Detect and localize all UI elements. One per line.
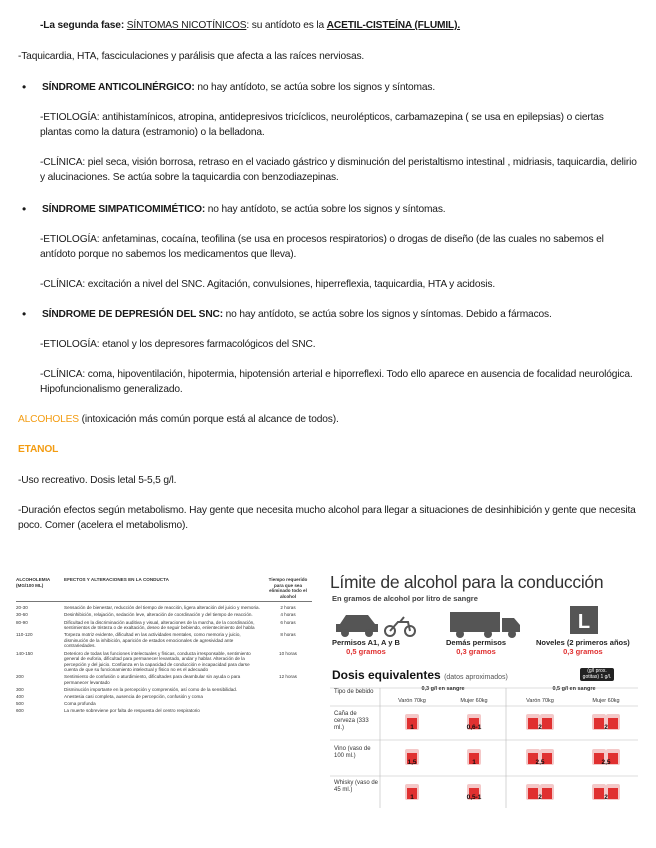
table-row [16,612,312,618]
table-row [16,687,312,693]
col-label: Mujer 60kg [460,698,488,704]
infographic-subtitle: En gramos de alcohol por litro de sangre [332,594,478,603]
simpaticomimetico-text: no hay antídoto, se actúa sobre los signos y síntomas. [205,204,446,215]
table-header [16,577,312,602]
badge: (g/l prox. gotitas) 1 g/l. [580,668,614,681]
bullet-icon: • [22,202,27,216]
drink-label: Caña de cerveza (333 ml.) [334,711,369,731]
table-row [16,651,312,673]
simpaticomimetico-title: SÍNDROME SIMPATICOMIMÉTICO: [42,204,206,215]
alcoholes-line [18,413,638,428]
depresion-heading [42,308,638,323]
category-label: Demás permisos [446,638,507,647]
dose-value: 2 [538,724,542,731]
dosis-title-text: Dosis equivalentes [332,668,441,682]
table-cell: 30-60 [16,612,28,618]
etanol-uso: -Uso recreativo. Dosis letal 5-5,5 g/l. [18,475,177,486]
bullet-icon: • [22,307,27,321]
simpaticomimetico-clinica: -CLÍNICA: excitación a nivel del SNC. Agitación, convulsiones, hiperreflexia, taquicardia, HTA y acidosis. [40,279,496,290]
table-cell: 500 [16,701,24,707]
dose-value: 2,5 [535,759,545,766]
alcohol-limit-infographic [328,572,640,810]
category-amount: 0,3 gramos [563,647,603,656]
table-cell [264,701,312,707]
glasses-group [405,714,620,800]
phase2-mid: : su antídoto es la [246,20,327,31]
table-body [16,605,312,714]
table-row [16,708,312,714]
novice-plate-icon [570,606,598,634]
table-cell: Torpeza motriz evidente, dificultad en las actividades mentales, como memoria y juicio, disminución de la inhibición, aparición de estados emocionales de agresividad ante contrariedades. [64,632,241,649]
table-cell: 140-150 [16,650,33,656]
table-cell: Deterioro de todas las funciones intelectuales y físicas, conducta irresponsable, sentimiento general de euforia, dificultad para permanecer levantado, andar y hablar. Alteración de la percepción y del juicio. Confianza en la capacidad de conducción e incapacidad para darse cuenta de que su funcionamiento intelectual y físico no es el adecuado [64,650,251,673]
table-cell: 12 horas [279,674,297,680]
dosis-title [332,668,508,682]
depresion-text: no hay antídoto, se actúa sobre los signos y síntomas. Debido a fármacos. [222,309,552,320]
table-cell: 10 horas [279,650,297,656]
table-row [16,605,312,611]
table-cell: La muerte sobreviene por falta de respuesta del centro respiratorio [64,708,200,714]
dose-value: 1 [410,724,414,731]
dose-value: 1,5 [407,759,417,766]
table-cell: Sentimiento de confusión o aturdimiento, dificultades para deambular sin ayuda o para permanecer levantado [64,674,241,685]
alcoholemia-table [16,577,312,715]
col-label: Mujer 60kg [592,698,620,704]
dose-value: 0,5-1 [466,794,482,801]
table-header-cell: Tiempo requerido para que sea eliminado todo el alcohol [268,577,308,599]
table-header-cell: ALCOHOLEMIA (MG/100 ML) [16,577,51,588]
drink-label: Vino (vaso de 100 ml.) [334,746,371,759]
table-cell: Sensación de bienestar, reducción del tiempo de reacción, ligera alteración del juicio y memoria. [64,605,260,611]
table-cell: 110-120 [16,632,33,638]
anticolinergico-heading [42,81,638,96]
table-cell: 300 [16,687,24,693]
col-label: Varón 70kg [526,698,554,704]
phase2-lead: -La segunda fase: [40,20,127,31]
group-03-label: 0,3 g/l en sangre [421,686,465,692]
dose-value: 2,5 [601,759,611,766]
table-cell: 600 [16,708,24,714]
table-cell: Anestesia casi completa, ausencia de percepción, confusión y coma [64,694,203,700]
dose-value: 2 [538,794,542,801]
anticolinergico-text: no hay antídoto, se actúa sobre los signos y síntomas. [194,82,436,93]
table-cell [264,687,312,693]
table-cell: Desinhibición, relajación, sedación leve, alteración de coordinación y del tiempo de reacción. [64,612,253,618]
table-cell: 80-90 [16,619,28,625]
dose-value: 0,6-1 [466,724,482,731]
tipo-bebida-label: Tipo de bebido [334,689,374,695]
car-icon [336,615,378,637]
category-amount: 0,3 gramos [456,647,496,656]
anticolinergico-etiologia: -ETIOLOGÍA: antihistamínicos, atropina, antidepresivos tricíclicos, neurolépticos, carbamazepina ( se usa en epilepsias) o ciertas plantas como la datura (estramonio) o la belladona. [40,112,604,138]
category-demas [446,638,506,656]
table-cell: Coma profunda [64,701,96,707]
group-05-label: 0,5 g/l en sangre [552,686,596,692]
col-label: Varón 70kg [398,698,426,704]
table-cell: 8 horas [280,632,296,638]
category-a1-ab [332,638,400,656]
table-cell: 2 horas [280,605,296,611]
category-amount: 0,5 gramos [346,647,386,656]
dosis-note: (datos aproximados) [444,674,508,681]
table-row [16,674,312,685]
drink-label: Whisky (vaso de 45 ml.) [334,780,379,793]
table-cell [264,694,312,700]
alcoholes-text: (intoxicación más común porque está al alcance de todos). [78,414,339,425]
table-row [16,694,312,700]
table-cell: 6 horas [280,619,296,625]
table-row [16,701,312,707]
table-header-cell: EFECTOS Y ALTERACIONES EN LA CONDUCTA [64,577,169,582]
depresion-title: SÍNDROME DE DEPRESIÓN DEL SNC: [42,309,223,320]
phase2-line [40,19,638,34]
table-cell: 200 [16,674,24,680]
anticolinergico-title: SÍNDROME ANTICOLINÉRGICO: [42,82,195,93]
category-noveles [536,638,630,656]
infographic-title: Límite de alcohol para la conducción [330,572,604,592]
category-label: Permisos A1, A y B [332,638,400,647]
depresion-clinica: -CLÍNICA: coma, hipoventilación, hipotermia, hipotensión arterial e hiporreflexi. Todo ello aparece en ausencia de focalidad neurológica. Hipofuncionalismo generalizado. [40,369,633,395]
phase2-antidote: ACETIL-CISTEÍNA (FLUMIL). [326,20,461,31]
table-cell: 4 horas [280,612,296,618]
dose-value: 1 [410,794,414,801]
bullet-icon: • [22,80,27,94]
table-row [16,632,312,649]
table-cell: Disminución importante en la percepción y comprensión, así como de la sensibilidad. [64,687,238,693]
table-cell [264,708,312,714]
etanol-title: ETANOL [18,444,59,455]
motorbike-icon [385,617,415,636]
truck-icon [450,612,520,638]
svg-text:L: L [577,611,591,633]
depresion-etiologia: -ETIOLOGÍA: etanol y los depresores farmacológicos del SNC. [40,339,316,350]
dose-value: 2 [604,724,608,731]
table-row [16,620,312,631]
dose-value: 2 [604,794,608,801]
anticolinergico-clinica: -CLÍNICA: piel seca, visión borrosa, retraso en el vaciado gástrico y disminución del peristaltismo intestinal , midriasis, taquicardia, delirio y alucinaciones. Se actúa sobre la taquicardia con benzodiazepinas. [40,157,637,183]
phase2-sintomas: SÍNTOMAS NICOTÍNICOS [126,20,247,31]
dose-value: 1 [472,759,476,766]
simpaticomimetico-heading [42,203,638,218]
category-label: Noveles (2 primeros años) [536,638,630,647]
table-cell: 400 [16,694,24,700]
phase2-desc: -Taquicardia, HTA, fasciculaciones y parálisis que afecta a las raíces nerviosas. [18,51,365,62]
alcoholes-title: ALCOHOLES [18,414,79,425]
table-cell: 20-30 [16,605,28,611]
table-cell: Dificultad en la discriminación auditiva y visual, alteraciones de la marcha, de la coordinación, sentimientos de tristeza o de exaltación, deseo de seguir bebiendo, enlentecimiento del habla [64,619,255,631]
simpaticomimetico-etiologia: -ETIOLOGÍA: anfetaminas, cocaína, teofilina (se usa en procesos respiratorios) o drogas de diseño (de las cuales no sabemos el antídoto porque no sabemos los medicamentos que lleva). [40,234,604,260]
etanol-duracion: -Duración efectos según metabolismo. Hay gente que necesita mucho alcohol para llegar a situaciones de desinhibición y gente que necesita poco. Comer (acelera el metabolismo). [18,505,636,531]
